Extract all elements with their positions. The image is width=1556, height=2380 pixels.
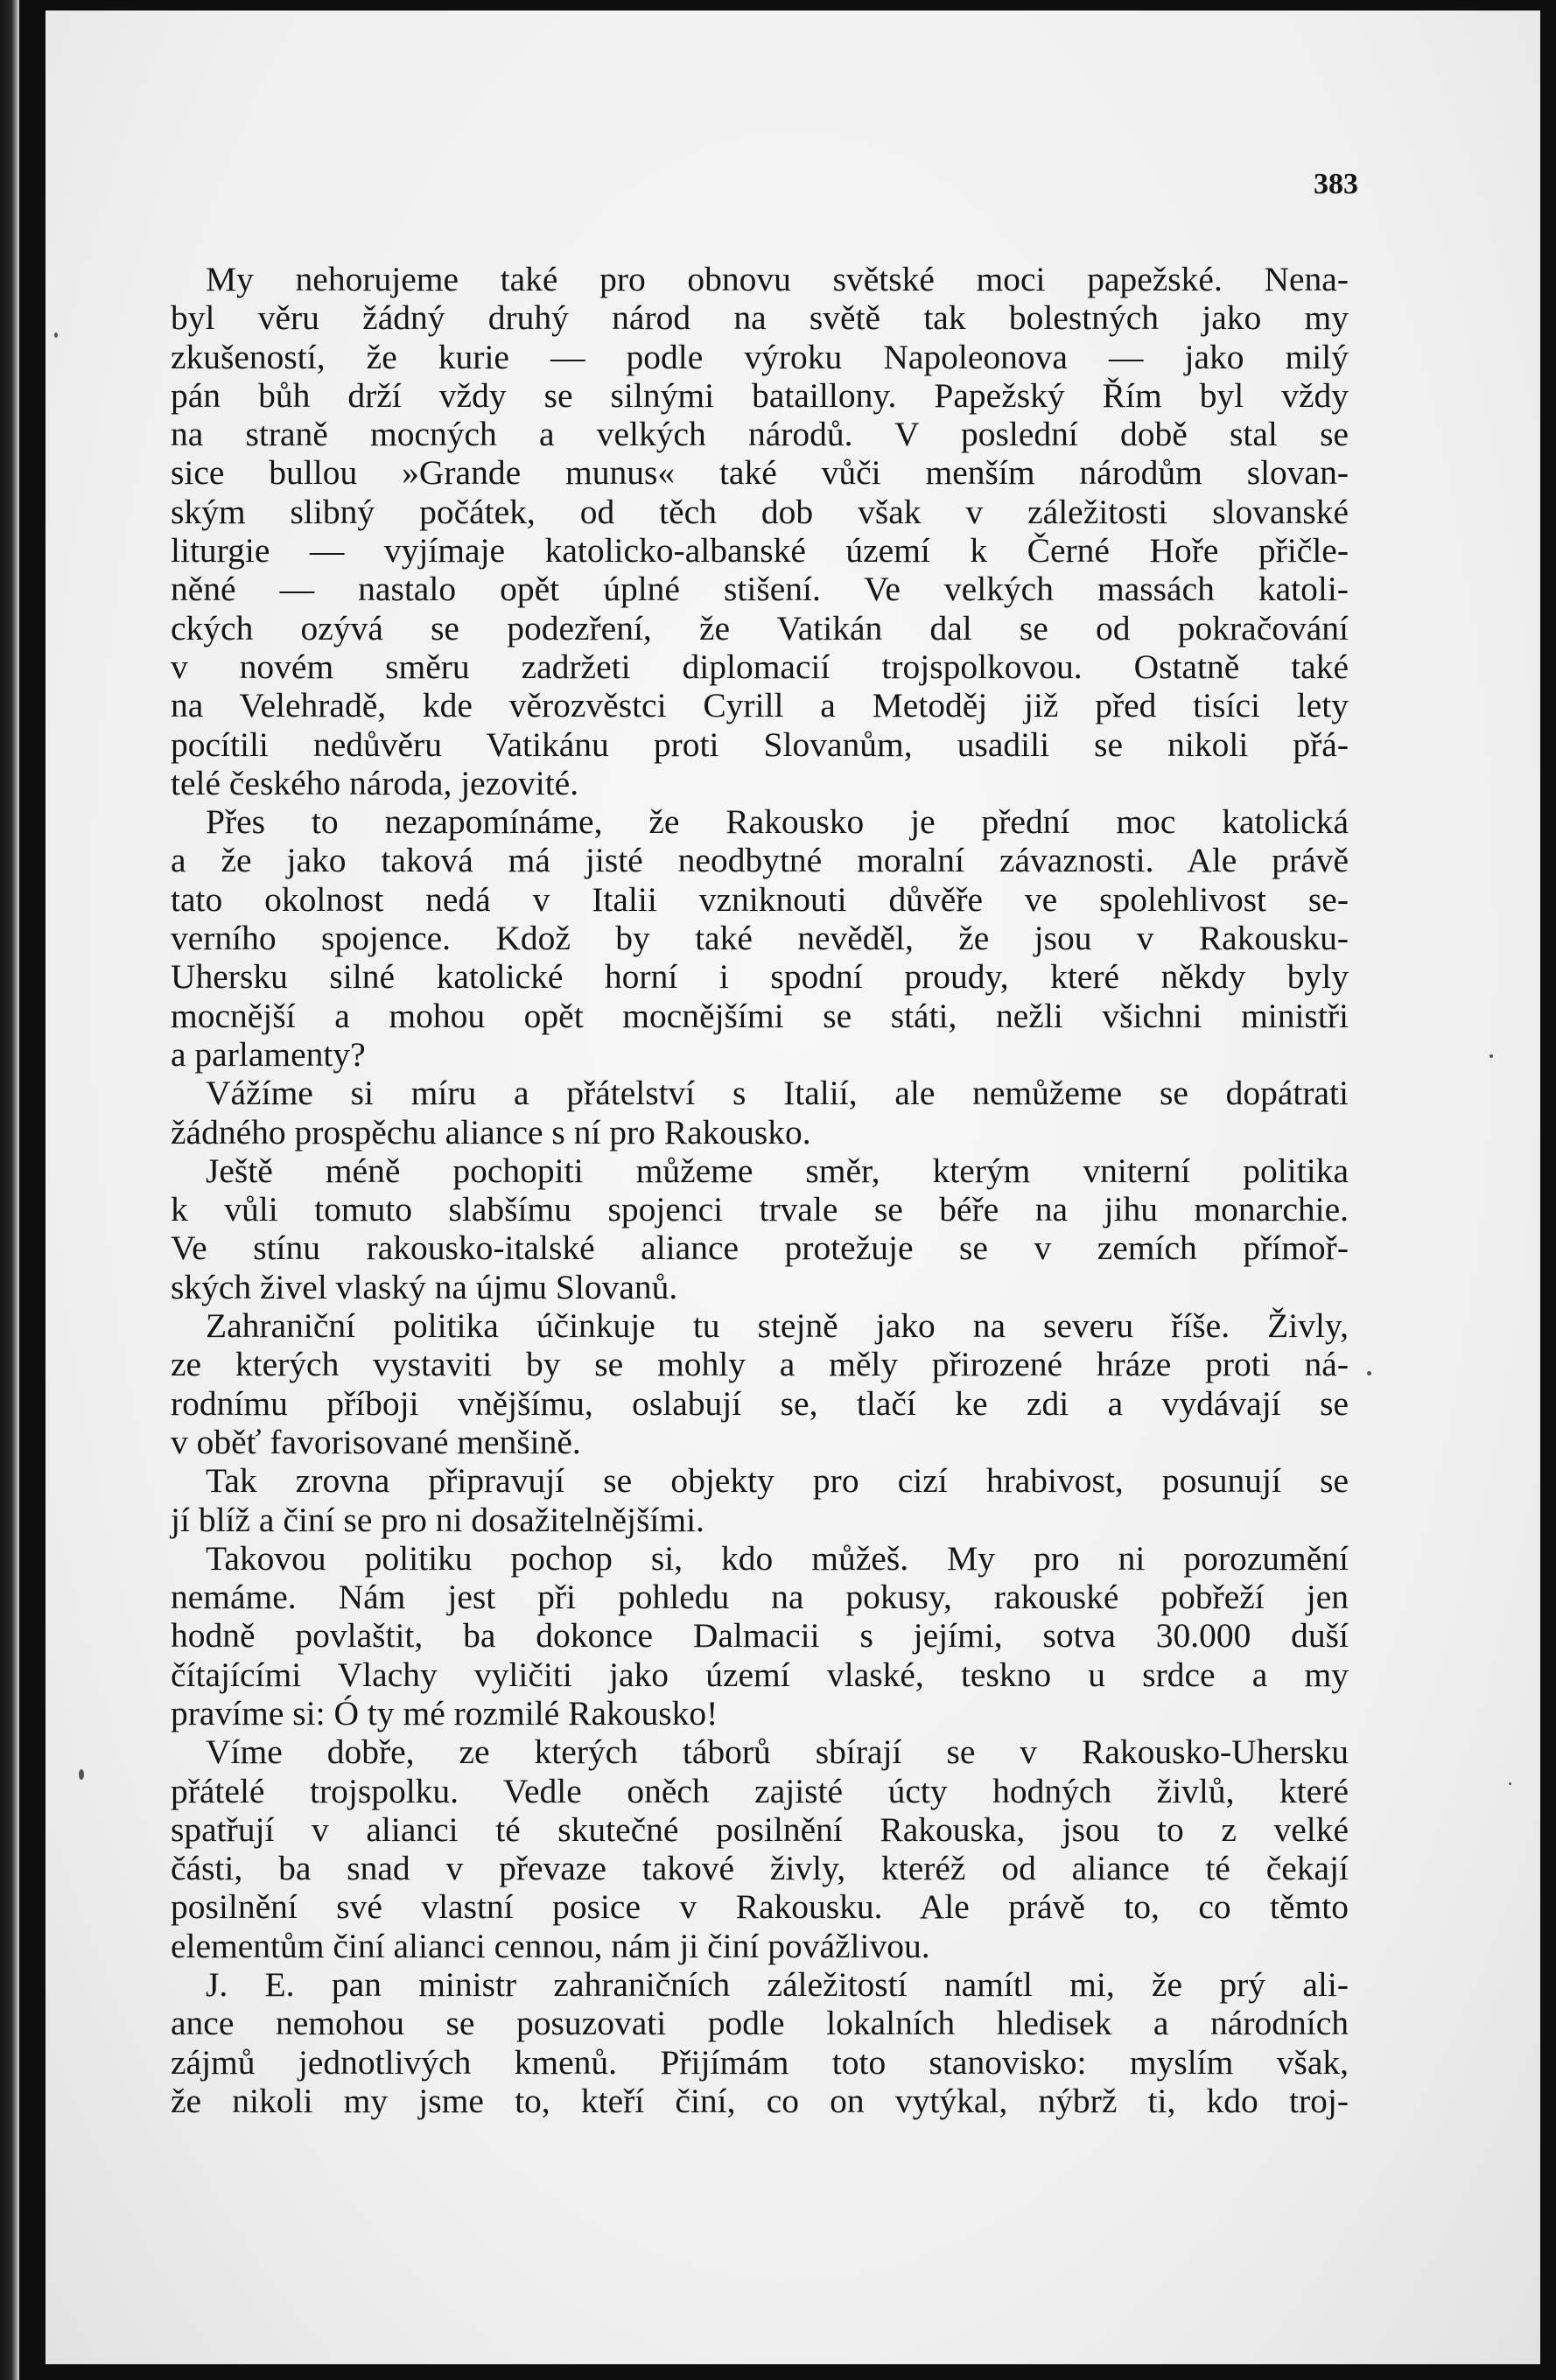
text-line: liturgie — vyjímaje katolicko-albanské území k Černé Hoře přičle- bbox=[171, 531, 1349, 570]
text-line: Ve stínu rakousko-italské aliance protežuje se v zemích přímoř- bbox=[171, 1228, 1349, 1268]
text-line: elementům činí alianci cennou, nám ji činí povážlivou. bbox=[171, 1926, 930, 1965]
text-line: hodně povlaštit, ba dokonce Dalmacii s jejími, sotva 30.000 duší bbox=[171, 1616, 1349, 1656]
scan-speck bbox=[1509, 1782, 1511, 1785]
text-line: zájmů jednotlivých kmenů. Přijímám toto stanovisko: myslím však, bbox=[171, 2042, 1349, 2082]
text-line: části, ba snad v převaze takové živly, kteréž od aliance té čekají bbox=[171, 1849, 1349, 1888]
text-line: telé českého národa, jezovité. bbox=[171, 763, 579, 802]
text-line: rodnímu příboji vnějšímu, oslabují se, tlačí ke zdi a vydávají se bbox=[171, 1383, 1349, 1423]
text-line: Ještě méně pochopiti můžeme směr, kterým vniterní politika bbox=[206, 1151, 1349, 1190]
scan-speck bbox=[54, 332, 58, 338]
scan-speck bbox=[1489, 1054, 1493, 1058]
text-line: přátelé trojspolku. Vedle oněch zajisté úcty hodných živlů, které bbox=[171, 1771, 1349, 1810]
scan-speck bbox=[1367, 1371, 1371, 1376]
text-line: spatřují v alianci té skutečné posilnění Rakouska, jsou to z velké bbox=[171, 1810, 1349, 1849]
text-line: v novém směru zadržeti diplomacií trojspolkovou. Ostatně také bbox=[171, 647, 1349, 686]
text-line: mocnější a mohou opět mocnějšími se státi, nežli všichni ministři bbox=[171, 996, 1349, 1035]
text-line: Víme dobře, ze kterých táborů sbírají se v Rakousko-Uhersku bbox=[206, 1732, 1349, 1772]
body-text bbox=[171, 260, 1349, 2120]
text-line: posilnění své vlastní posice v Rakousku. Ale právě to, co těmto bbox=[171, 1887, 1349, 1927]
text-line: na straně mocných a velkých národů. V poslední době stal se bbox=[171, 415, 1349, 454]
text-line: Vážíme si míru a přátelství s Italií, ale nemůžeme se dopátrati bbox=[206, 1074, 1349, 1113]
text-line: ance nemohou se posuzovati podle lokalních hledisek a národních bbox=[171, 2004, 1349, 2043]
text-line: sice bullou »Grande munus« také vůči menším národům slovan- bbox=[171, 453, 1349, 493]
text-line: Takovou politiku pochop si, kdo můžeš. My pro ni porozumění bbox=[206, 1538, 1349, 1578]
text-line: ských živel vlaský na újmu Slovanů. bbox=[171, 1267, 678, 1306]
text-line: ským slibný počátek, od těch dob však v záležitosti slovanské bbox=[171, 492, 1349, 531]
book-page bbox=[46, 10, 1540, 2364]
text-line: čítajícími Vlachy vyličiti jako území vlaské, teskno u srdce a my bbox=[171, 1655, 1349, 1694]
text-line: Uhersku silné katolické horní i spodní proudy, které někdy byly bbox=[171, 957, 1349, 997]
text-line: k vůli tomuto slabšímu spojenci trvale se béře na jihu monarchie. bbox=[171, 1190, 1349, 1229]
text-line: My nehorujeme také pro obnovu světské moci papežské. Nena- bbox=[206, 260, 1349, 298]
text-line: tato okolnost nedá v Italii vzniknouti důvěře ve spolehlivost se- bbox=[171, 879, 1349, 919]
text-line: jí blíž a činí se pro ni dosažitelnějšími. bbox=[171, 1500, 704, 1539]
text-line: ckých ozývá se podezření, že Vatikán dal se od pokračování bbox=[171, 608, 1349, 648]
text-line: nemáme. Nám jest při pohledu na pokusy, rakouské pobřeží jen bbox=[171, 1578, 1349, 1617]
text-line: pocítili nedůvěru Vatikánu proti Slovanům, usadili se nikoli přá- bbox=[171, 724, 1349, 764]
text-line: a že jako taková má jisté neodbytné moralní závaznosti. Ale právě bbox=[171, 841, 1349, 880]
text-line: něné — nastalo opět úplné stišení. Ve velkých massách katoli- bbox=[171, 570, 1349, 609]
scan-left-edge bbox=[0, 0, 19, 2380]
text-line: zkušeností, že kurie — podle výroku Napoleonova — jako milý bbox=[171, 337, 1349, 376]
text-line: na Velehradě, kde věrozvěstci Cyrill a Metoděj již před tisíci lety bbox=[171, 686, 1349, 725]
text-line: pán bůh drží vždy se silnými bataillony. Papežský Řím byl vždy bbox=[171, 375, 1349, 415]
text-line: v oběť favorisované menšině. bbox=[171, 1422, 581, 1461]
text-line: žádného prospěchu aliance s ní pro Rakousko. bbox=[171, 1112, 811, 1152]
text-line: že nikoli my jsme to, kteří činí, co on vytýkal, nýbrž ti, kdo troj- bbox=[171, 2081, 1349, 2120]
page-number: 383 bbox=[1314, 168, 1358, 200]
text-line: verního spojence. Kdož by také nevěděl, že jsou v Rakousku- bbox=[171, 919, 1349, 958]
text-line: a parlamenty? bbox=[171, 1034, 366, 1074]
text-line: Zahraniční politika účinkuje tu stejně jako na severu říše. Živly, bbox=[206, 1306, 1349, 1346]
text-line: pravíme si: Ó ty mé rozmilé Rakousko! bbox=[171, 1693, 718, 1732]
text-line: ze kterých vystaviti by se mohly a měly přirozené hráze proti ná- bbox=[171, 1345, 1349, 1384]
text-line: Tak zrovna připravují se objekty pro cizí hrabivost, posunují se bbox=[206, 1461, 1349, 1501]
text-line: Přes to nezapomínáme, že Rakousko je přední moc katolická bbox=[206, 802, 1349, 842]
text-line: J. E. pan ministr zahraničních záležitostí namítl mi, že prý ali- bbox=[206, 1965, 1349, 2005]
scan-speck bbox=[79, 1769, 84, 1780]
text-line: byl věru žádný druhý národ na světě tak bolestných jako my bbox=[171, 298, 1349, 338]
